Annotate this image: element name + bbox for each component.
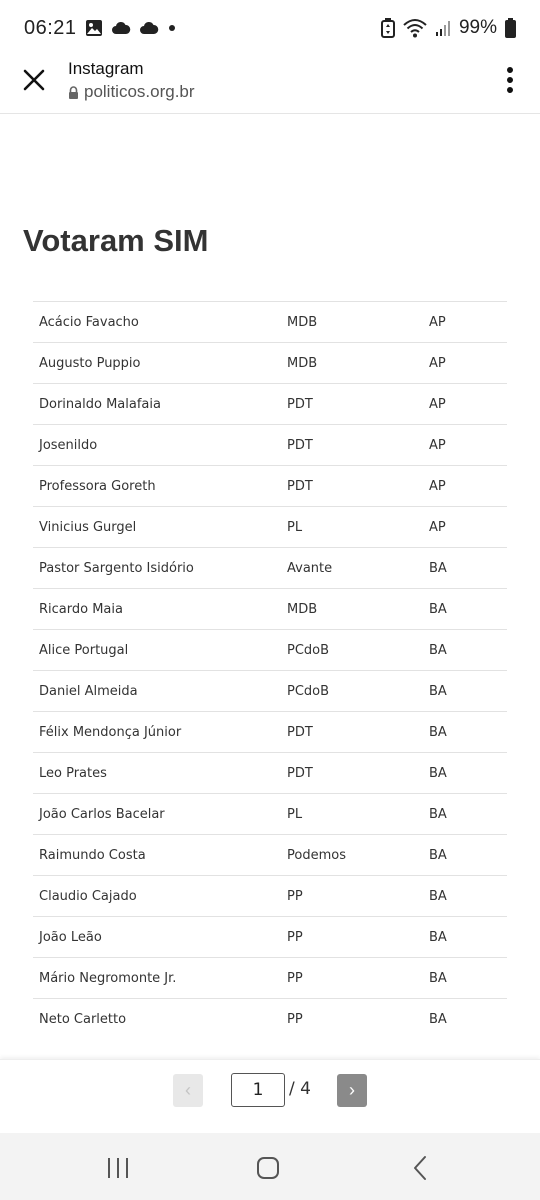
party-code: PCdoB <box>281 630 423 671</box>
table-row <box>33 425 507 466</box>
status-bar-right <box>381 17 516 39</box>
table-row <box>33 917 507 958</box>
party-code: PDT <box>281 425 423 466</box>
votes-table-wrapper <box>33 301 507 1039</box>
deputy-name: Mário Negromonte Jr. <box>33 958 281 999</box>
deputy-name: Claudio Cajado <box>33 876 281 917</box>
back-icon[interactable] <box>407 1155 433 1181</box>
table-row <box>33 794 507 835</box>
home-icon[interactable] <box>255 1155 281 1181</box>
table-row <box>33 876 507 917</box>
image-icon <box>85 19 103 37</box>
battery-icon <box>505 18 516 38</box>
state-code: BA <box>423 753 507 794</box>
party-code: PDT <box>281 753 423 794</box>
state-code: BA <box>423 999 507 1040</box>
deputy-name: Neto Carletto <box>33 999 281 1040</box>
system-nav-bar <box>0 1133 540 1200</box>
party-code: MDB <box>281 589 423 630</box>
votes-table <box>33 301 507 1039</box>
party-code: MDB <box>281 343 423 384</box>
pagination-bar <box>0 1059 540 1134</box>
state-code: BA <box>423 794 507 835</box>
deputy-name: Acácio Favacho <box>33 302 281 343</box>
table-row <box>33 466 507 507</box>
deputy-name: Félix Mendonça Júnior <box>33 712 281 753</box>
browser-app-bar <box>0 56 540 114</box>
party-code: PL <box>281 507 423 548</box>
state-code: BA <box>423 876 507 917</box>
battery-percent: 99% <box>458 17 497 38</box>
lock-icon <box>68 86 79 99</box>
state-code: AP <box>423 425 507 466</box>
deputy-name: Alice Portugal <box>33 630 281 671</box>
app-title: Instagram <box>68 59 144 78</box>
table-row <box>33 302 507 343</box>
deputy-name: Vinicius Gurgel <box>33 507 281 548</box>
table-row <box>33 712 507 753</box>
party-code: MDB <box>281 302 423 343</box>
table-row <box>33 507 507 548</box>
status-time: 06:21 <box>24 16 77 39</box>
deputy-name: Pastor Sargento Isidório <box>33 548 281 589</box>
web-content[interactable] <box>0 113 540 1059</box>
cloud-icon <box>139 20 159 36</box>
party-code: Avante <box>281 548 423 589</box>
next-page-button[interactable]: › <box>337 1074 367 1107</box>
deputy-name: Josenildo <box>33 425 281 466</box>
page-url-text: politicos.org.br <box>84 82 195 101</box>
table-row <box>33 384 507 425</box>
prev-page-button[interactable]: ‹ <box>173 1074 203 1107</box>
deputy-name: Leo Prates <box>33 753 281 794</box>
wifi-icon <box>403 18 427 38</box>
status-bar <box>0 0 540 56</box>
state-code: BA <box>423 917 507 958</box>
deputy-name: Ricardo Maia <box>33 589 281 630</box>
close-icon[interactable] <box>20 66 48 94</box>
deputy-name: João Leão <box>33 917 281 958</box>
cloud-icon <box>111 20 131 36</box>
status-bar-left <box>24 17 177 40</box>
deputy-name: Raimundo Costa <box>33 835 281 876</box>
page-heading: Votaram SIM <box>23 223 209 258</box>
deputy-name: Daniel Almeida <box>33 671 281 712</box>
deputy-name: João Carlos Bacelar <box>33 794 281 835</box>
table-row <box>33 343 507 384</box>
table-row <box>33 999 507 1040</box>
page-url[interactable] <box>68 82 195 102</box>
party-code: PL <box>281 794 423 835</box>
state-code: AP <box>423 302 507 343</box>
state-code: AP <box>423 384 507 425</box>
party-code: PP <box>281 917 423 958</box>
state-code: BA <box>423 671 507 712</box>
table-row <box>33 630 507 671</box>
page-number-input[interactable]: 1 <box>231 1073 285 1107</box>
table-row <box>33 671 507 712</box>
battery-saver-icon <box>381 18 395 38</box>
state-code: BA <box>423 958 507 999</box>
table-row <box>33 958 507 999</box>
state-code: BA <box>423 630 507 671</box>
party-code: PDT <box>281 466 423 507</box>
votes-table-body <box>33 302 507 1040</box>
table-row <box>33 589 507 630</box>
party-code: PP <box>281 876 423 917</box>
more-vert-icon[interactable] <box>504 66 516 94</box>
deputy-name: Dorinaldo Malafaia <box>33 384 281 425</box>
state-code: AP <box>423 343 507 384</box>
state-code: BA <box>423 712 507 753</box>
table-row <box>33 835 507 876</box>
state-code: BA <box>423 835 507 876</box>
dot-icon <box>167 23 177 33</box>
party-code: PDT <box>281 712 423 753</box>
state-code: BA <box>423 589 507 630</box>
state-code: BA <box>423 548 507 589</box>
table-row <box>33 753 507 794</box>
deputy-name: Professora Goreth <box>33 466 281 507</box>
party-code: PP <box>281 958 423 999</box>
recent-apps-icon[interactable] <box>105 1155 131 1181</box>
party-code: PDT <box>281 384 423 425</box>
party-code: PCdoB <box>281 671 423 712</box>
state-code: AP <box>423 466 507 507</box>
deputy-name: Augusto Puppio <box>33 343 281 384</box>
party-code: PP <box>281 999 423 1040</box>
party-code: Podemos <box>281 835 423 876</box>
state-code: AP <box>423 507 507 548</box>
table-row <box>33 548 507 589</box>
signal-icon <box>435 19 451 37</box>
page-total: / 4 <box>289 1079 311 1099</box>
